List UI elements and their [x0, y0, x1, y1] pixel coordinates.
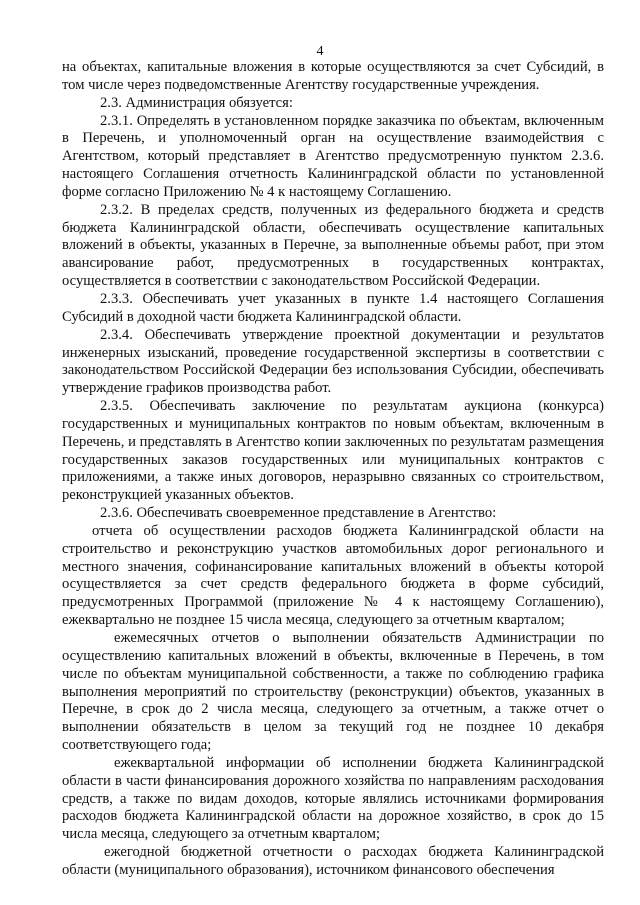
paragraph-2-3-2: 2.3.2. В пределах средств, полученных из федерального бюджета и средств бюджета Калининградской области, обеспечивать осуществление капитальных вложений в объекты, указанных в Перечне, за выполненные объемы работ, при этом авансирование работ, предусмотренных в государственных контрактах, осуществляется в соответствии с законодательством Российской Федерации. [62, 201, 604, 290]
page-number: 4 [316, 44, 324, 59]
paragraph-2-3-6: 2.3.6. Обеспечивать своевременное представление в Агентство: [100, 505, 497, 522]
paragraph-2-3: 2.3. Администрация обязуется: [100, 94, 293, 111]
paragraph-report-annual: ежегодной бюджетной отчетности о расходах бюджета Калининградской области (муниципального образования), источником финансового обеспечения [62, 844, 604, 878]
paragraph-2-3-1: 2.3.1. Определять в установленном порядке заказчика по объектам, включенным в Перечень, и уполномоченный орган на осуществление взаимодействия с Агентством, который представляет в Агентство предусмотренную пунктом 2.3.6. настоящего Соглашения отчетность Калининградской области по установленной форме согласно Приложению № 4 к настоящему Соглашению. [62, 112, 604, 200]
paragraph-2-3-3: 2.3.3. Обеспечивать учет указанных в пункте 1.4 настоящего Соглашения Субсидий в доходной части бюджета Калининградской области. [62, 290, 604, 325]
document-body [62, 59, 604, 880]
paragraph-intro: на объектах, капитальные вложения в которые осуществляются за счет Субсидий, в том числе через подведомственные Агентству государственные учреждения. [62, 59, 604, 93]
paragraph-2-3-4: 2.3.4. Обеспечивать утверждение проектной документации и результатов инженерных изысканий, проведение государственной экспертизы в соответствии с законодательством Российской Федерации без использования Субсидии, обеспечивать утверждение графиков производства работ. [62, 326, 604, 397]
paragraph-report-expenditure: отчета об осуществлении расходов бюджета Калининградской области на строительство и реконструкцию участков автомобильных дорог регионального и местного значения, софинансирование капитальных вложений в объекты которой осуществляется за счет средств федерального бюджета в форме субсидий, предусмотренных Программой (приложение № 4 к настоящему Соглашению), ежеквартально не позднее 15 числа месяца, следующего за отчетным кварталом; [62, 522, 604, 629]
paragraph-2-3-5: 2.3.5. Обеспечивать заключение по результатам аукциона (конкурса) государственных и муниципальных контрактов по новым объектам, включенным в Перечень, и представлять в Агентство копии заключенных по результатам размещения государственных заказов государственных или муниципальных контрактов с приложениями, а также иных договоров, неразрывно связанных со строительством, реконструкцией указанных объектов. [62, 398, 604, 504]
paragraph-report-monthly: ежемесячных отчетов о выполнении обязательств Администрации по осуществлению капитальных вложений в объекты, включенные в Перечень, в том числе по объектам муниципальной собственности, а также по соблюдению графика выполнения мероприятий по строительству (реконструкции) объектов, указанных в Перечне, в срок до 2 числа месяца, следующего за отчетным, а также отчет о выполнении обязательств в целом за текущий год не позднее 10 декабря соответствующего года; [62, 630, 604, 754]
paragraph-report-quarterly: ежеквартальной информации об исполнении бюджета Калининградской области в части финансирования дорожного хозяйства по направлениям расходования средств, а также по видам доходов, которые являлись источниками формирования расходов бюджета Калининградской области на дорожное хозяйство, в срок до 15 числа месяца, следующего за отчетным кварталом; [62, 754, 604, 843]
